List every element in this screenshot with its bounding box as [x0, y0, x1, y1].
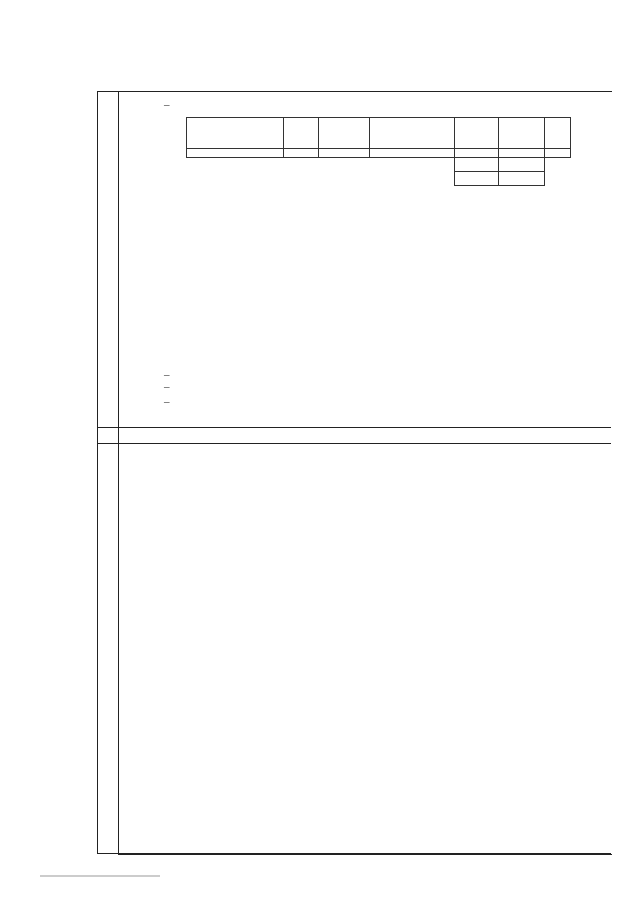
sum-label	[370, 158, 455, 172]
frame-left-line	[118, 91, 119, 853]
bullet-dash: –	[164, 99, 170, 111]
frame-outer-left-line	[97, 91, 98, 853]
sum-oil	[498, 158, 544, 172]
header-percent	[544, 118, 570, 149]
scan-artifact	[40, 875, 160, 877]
avg-liquid	[454, 172, 498, 186]
bullet-dash: –	[164, 381, 170, 393]
table-header-row	[187, 118, 571, 149]
frame-bottom-line	[97, 853, 611, 854]
bullet-dash: –	[164, 369, 170, 381]
bullet-dash: –	[164, 396, 170, 408]
header-field	[187, 118, 284, 149]
document-frame	[118, 91, 612, 855]
table-spacer-row	[187, 149, 571, 158]
header-pad	[284, 118, 318, 149]
avg-oil	[498, 172, 544, 186]
avg-label	[370, 172, 455, 186]
frame-top-line	[97, 91, 611, 92]
header-q-oil	[498, 118, 544, 149]
wells-table	[186, 117, 571, 186]
header-purpose	[318, 118, 370, 149]
header-q-liquid	[454, 118, 498, 149]
avg-row	[187, 172, 571, 186]
section-divider-top	[97, 427, 611, 428]
sum-liquid	[454, 158, 498, 172]
sum-row	[187, 158, 571, 172]
header-formation	[370, 118, 455, 149]
section-divider-bottom	[97, 443, 611, 444]
